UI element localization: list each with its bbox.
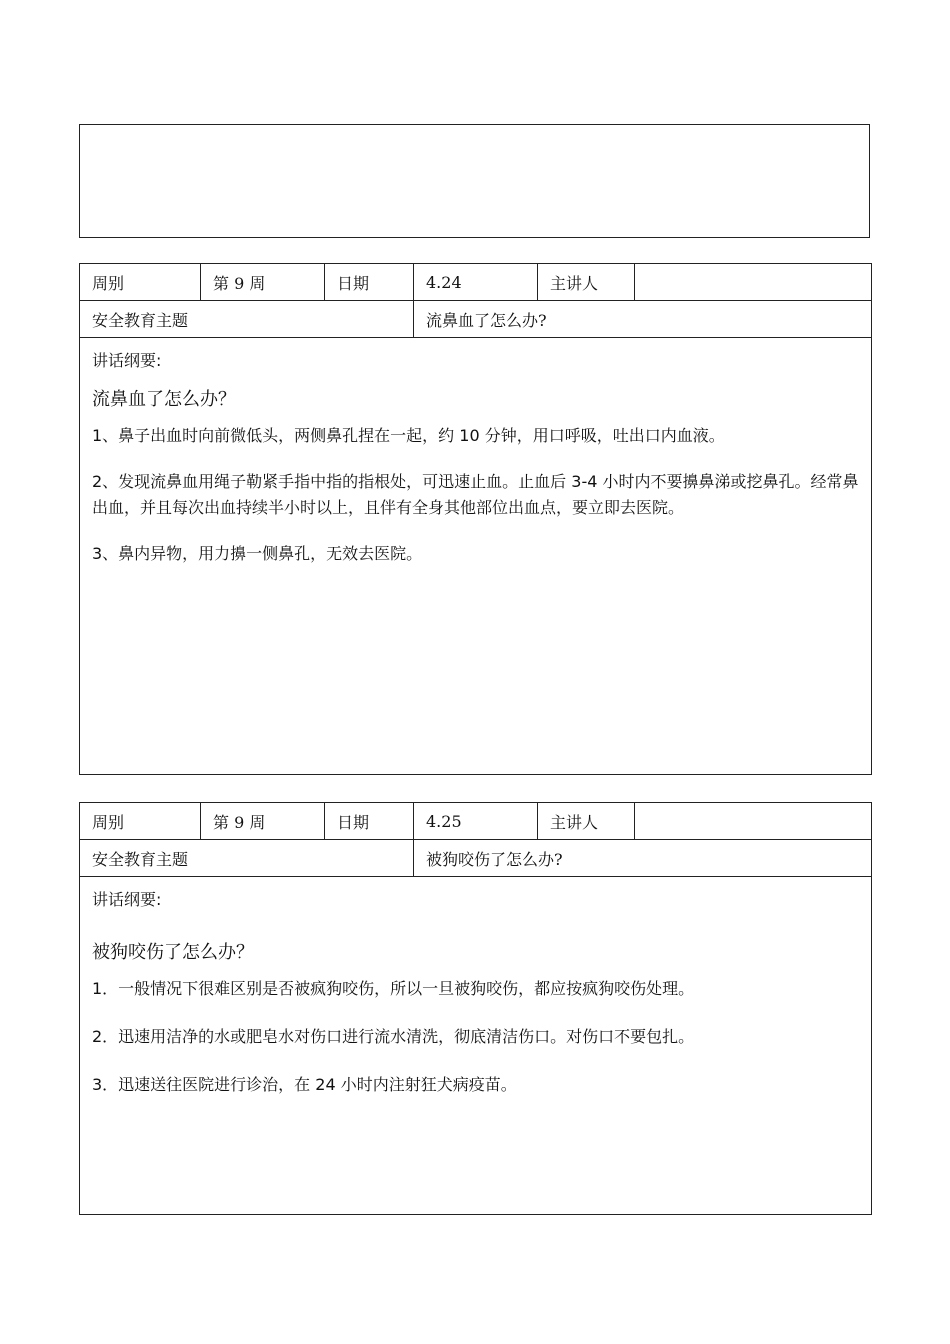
outline-paragraph: 3、鼻内异物，用力擤一侧鼻孔，无效去医院。 [92,544,423,563]
date-label: 日期 [325,803,414,840]
speaker-label: 主讲人 [538,803,635,840]
content-row [80,877,872,1215]
speaker-label: 主讲人 [538,264,635,301]
speaker-value [635,264,872,301]
date-label: 日期 [325,264,414,301]
lesson-table-1 [79,263,872,775]
outline-content [80,877,872,1215]
week-label: 周别 [80,803,201,840]
outline-paragraph: 1．一般情况下很难区别是否被疯狗咬伤，所以一旦被狗咬伤，都应按疯狗咬伤处理。 [92,979,695,998]
speaker-value [635,803,872,840]
theme-value: 被狗咬伤了怎么办? [414,840,872,877]
week-label: 周别 [80,264,201,301]
date-value: 4.25 [414,803,538,840]
theme-label: 安全教育主题 [80,301,414,338]
outline-label: 讲话纲要: [92,890,162,909]
week-value: 第 9 周 [201,264,325,301]
theme-value: 流鼻血了怎么办? [414,301,872,338]
top-empty-box [79,124,870,238]
outline-paragraph: 2、发现流鼻血用绳子勒紧手指中指的指根处，可迅速止血。止血后 3-4 小时内不要擤鼻涕或挖鼻孔。经常鼻出血，并且每次出血持续半小时以上，且伴有全身其他部位出血点，要立即去医院。 [92,472,859,517]
lesson-table-2 [79,802,872,1215]
outline-paragraph: 2．迅速用洁净的水或肥皂水对伤口进行流水清洗，彻底清洁伤口。对伤口不要包扎。 [92,1027,695,1046]
topic-heading: 流鼻血了怎么办？ [92,389,236,410]
theme-row [80,301,872,338]
topic-heading: 被狗咬伤了怎么办？ [92,942,254,963]
date-value: 4.24 [414,264,538,301]
week-value: 第 9 周 [201,803,325,840]
outline-content [80,338,872,775]
content-row [80,338,872,775]
outline-label: 讲话纲要: [92,351,162,370]
outline-paragraph: 1、鼻子出血时向前微低头，两侧鼻孔捏在一起，约 10 分钟，用口呼吸，吐出口内血液。 [92,426,725,445]
info-row [80,264,872,301]
theme-row [80,840,872,877]
info-row [80,803,872,840]
theme-label: 安全教育主题 [80,840,414,877]
outline-paragraph: 3．迅速送往医院进行诊治，在 24 小时内注射狂犬病疫苗。 [92,1075,517,1094]
